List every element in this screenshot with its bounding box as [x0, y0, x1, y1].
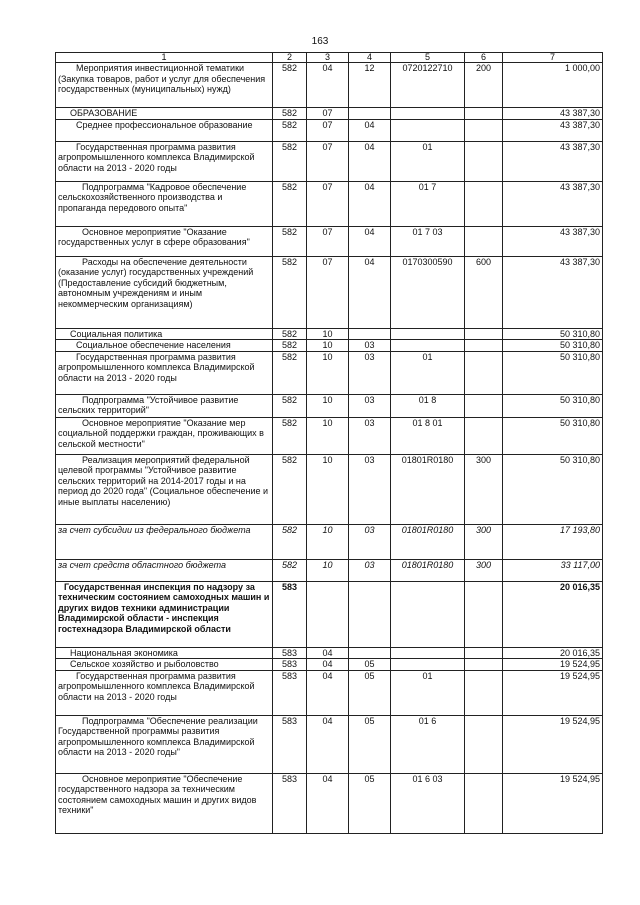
- expense-type-code: [465, 108, 503, 120]
- row-name: Социальная политика: [56, 328, 273, 340]
- row-name: Основное мероприятие "Оказание государственных услуг в сфере образования": [56, 226, 273, 256]
- section-code: 04: [307, 659, 349, 671]
- amount: 33 117,00: [503, 559, 603, 581]
- expense-type-code: 300: [465, 524, 503, 559]
- expense-type-code: [465, 647, 503, 659]
- ministry-code: 582: [273, 340, 307, 352]
- target-code: 01 7 03: [391, 226, 465, 256]
- target-code: [391, 581, 465, 647]
- expense-type-code: [465, 659, 503, 671]
- row-name: Подпрограмма "Устойчивое развитие сельских территорий": [56, 394, 273, 417]
- section-code: 07: [307, 226, 349, 256]
- row-name: Социальное обеспечение населения: [56, 340, 273, 352]
- amount: 43 387,30: [503, 119, 603, 141]
- ministry-code: 582: [273, 417, 307, 454]
- column-header: 6: [465, 53, 503, 63]
- subsection-code: [349, 647, 391, 659]
- row-name: Государственная инспекция по надзору за техническим состоянием самоходных машин и других видов техники администрации Владимирской области - инспекция гостехнадзора Владимирской области: [56, 581, 273, 647]
- row-name: Национальная экономика: [56, 647, 273, 659]
- subsection-code: [349, 108, 391, 120]
- row-name: ОБРАЗОВАНИЕ: [56, 108, 273, 120]
- subsection-code: 04: [349, 141, 391, 181]
- row-name: Государственная программа развития агропромышленного комплекса Владимирской области на 2013 - 2020 годы: [56, 141, 273, 181]
- amount: 43 387,30: [503, 181, 603, 226]
- expense-type-code: [465, 581, 503, 647]
- ministry-code: 582: [273, 108, 307, 120]
- row-name: за счет субсидии из федерального бюджета: [56, 524, 273, 559]
- expense-type-code: [465, 773, 503, 833]
- amount: 20 016,35: [503, 647, 603, 659]
- ministry-code: 583: [273, 647, 307, 659]
- ministry-code: 583: [273, 581, 307, 647]
- table-row: [56, 141, 603, 181]
- ministry-code: 582: [273, 454, 307, 524]
- expense-type-code: [465, 417, 503, 454]
- target-code: 01801R0180: [391, 454, 465, 524]
- amount: 50 310,80: [503, 340, 603, 352]
- amount: 43 387,30: [503, 108, 603, 120]
- section-code: 10: [307, 328, 349, 340]
- table-row: [56, 108, 603, 120]
- amount: 43 387,30: [503, 141, 603, 181]
- target-code: 01 6 03: [391, 773, 465, 833]
- target-code: 01: [391, 351, 465, 394]
- section-code: 04: [307, 773, 349, 833]
- target-code: 01: [391, 141, 465, 181]
- expense-type-code: [465, 141, 503, 181]
- row-name: Подпрограмма "Обеспечение реализации Государственной программы развития агропромышленного комплекса Владимирской области на 2013 - 2020 годы": [56, 715, 273, 773]
- table-row: [56, 119, 603, 141]
- target-code: [391, 659, 465, 671]
- target-code: 0170300590: [391, 256, 465, 328]
- section-code: 10: [307, 559, 349, 581]
- expense-type-code: [465, 181, 503, 226]
- section-code: 04: [307, 715, 349, 773]
- table-row: [56, 524, 603, 559]
- row-name: Основное мероприятие "Обеспечение государственного надзора за техническим состоянием самоходных машин и других видов техники": [56, 773, 273, 833]
- table-row: [56, 715, 603, 773]
- ministry-code: 582: [273, 394, 307, 417]
- expense-type-code: [465, 670, 503, 715]
- subsection-code: 03: [349, 454, 391, 524]
- amount: 50 310,80: [503, 394, 603, 417]
- amount: 50 310,80: [503, 351, 603, 394]
- ministry-code: 582: [273, 181, 307, 226]
- section-code: 10: [307, 351, 349, 394]
- table-row: [56, 417, 603, 454]
- section-code: 07: [307, 119, 349, 141]
- expense-type-code: [465, 226, 503, 256]
- table-row: [56, 773, 603, 833]
- amount: 17 193,80: [503, 524, 603, 559]
- section-code: 04: [307, 647, 349, 659]
- subsection-code: 04: [349, 226, 391, 256]
- subsection-code: 12: [349, 63, 391, 108]
- table-row: [56, 659, 603, 671]
- row-name: Государственная программа развития агропромышленного комплекса Владимирской области на 2013 - 2020 годы: [56, 351, 273, 394]
- section-code: 10: [307, 524, 349, 559]
- amount: 19 524,95: [503, 715, 603, 773]
- section-code: 10: [307, 417, 349, 454]
- ministry-code: 582: [273, 524, 307, 559]
- table-row: [56, 181, 603, 226]
- table-row: [56, 581, 603, 647]
- section-code: 10: [307, 454, 349, 524]
- amount: 20 016,35: [503, 581, 603, 647]
- column-header: 4: [349, 53, 391, 63]
- table-row: [56, 63, 603, 108]
- expense-type-code: 200: [465, 63, 503, 108]
- row-name: Мероприятия инвестиционной тематики (Закупка товаров, работ и услуг для обеспечения государственных (муниципальных) нужд): [56, 63, 273, 108]
- section-code: 10: [307, 394, 349, 417]
- target-code: [391, 119, 465, 141]
- table-row: [56, 328, 603, 340]
- target-code: 01 7: [391, 181, 465, 226]
- expense-type-code: [465, 340, 503, 352]
- subsection-code: 03: [349, 524, 391, 559]
- target-code: 01: [391, 670, 465, 715]
- expense-type-code: 600: [465, 256, 503, 328]
- amount: 19 524,95: [503, 773, 603, 833]
- section-code: 07: [307, 181, 349, 226]
- ministry-code: 582: [273, 256, 307, 328]
- subsection-code: 03: [349, 417, 391, 454]
- ministry-code: 583: [273, 670, 307, 715]
- target-code: [391, 108, 465, 120]
- table-row: [56, 559, 603, 581]
- amount: 1 000,00: [503, 63, 603, 108]
- section-code: 04: [307, 63, 349, 108]
- column-header: 3: [307, 53, 349, 63]
- table-row: [56, 670, 603, 715]
- row-name: Расходы на обеспечение деятельности (оказание услуг) государственных учреждений (Предоставление субсидий бюджетным, автономным учреждениям и иным некоммерческим организациям): [56, 256, 273, 328]
- subsection-code: 04: [349, 256, 391, 328]
- target-code: 01 8: [391, 394, 465, 417]
- target-code: [391, 647, 465, 659]
- amount: 19 524,95: [503, 670, 603, 715]
- amount: 43 387,30: [503, 256, 603, 328]
- subsection-code: 03: [349, 340, 391, 352]
- row-name: Государственная программа развития агропромышленного комплекса Владимирской области на 2013 - 2020 годы: [56, 670, 273, 715]
- table-row: [56, 340, 603, 352]
- ministry-code: 582: [273, 119, 307, 141]
- expense-type-code: [465, 119, 503, 141]
- target-code: 0720122710: [391, 63, 465, 108]
- row-name: Реализация мероприятий федеральной целевой программы "Устойчивое развитие сельских территорий на 2014-2017 годы и на период до 2020 года" (Социальное обеспечение и иные выплаты населению): [56, 454, 273, 524]
- table-row: [56, 351, 603, 394]
- section-code: 07: [307, 256, 349, 328]
- page-number: 163: [311, 36, 329, 47]
- subsection-code: 04: [349, 119, 391, 141]
- ministry-code: 582: [273, 328, 307, 340]
- table-row: [56, 647, 603, 659]
- amount: 50 310,80: [503, 454, 603, 524]
- target-code: 01801R0180: [391, 559, 465, 581]
- subsection-code: 04: [349, 181, 391, 226]
- expense-type-code: 300: [465, 454, 503, 524]
- subsection-code: [349, 328, 391, 340]
- target-code: 01 6: [391, 715, 465, 773]
- section-code: 07: [307, 108, 349, 120]
- column-header: 5: [391, 53, 465, 63]
- amount: 43 387,30: [503, 226, 603, 256]
- column-header: 7: [503, 53, 603, 63]
- ministry-code: 582: [273, 559, 307, 581]
- row-name: Сельское хозяйство и рыболовство: [56, 659, 273, 671]
- row-name: Основное мероприятие "Оказание мер социальной поддержки граждан, проживающих в сельской местности": [56, 417, 273, 454]
- subsection-code: 05: [349, 715, 391, 773]
- section-code: 07: [307, 141, 349, 181]
- row-name: Подпрограмма "Кадровое обеспечение сельскохозяйственного производства и пропаганда передового опыта": [56, 181, 273, 226]
- target-code: [391, 340, 465, 352]
- section-code: 04: [307, 670, 349, 715]
- table-row: [56, 256, 603, 328]
- expense-type-code: 300: [465, 559, 503, 581]
- ministry-code: 582: [273, 141, 307, 181]
- target-code: 01 8 01: [391, 417, 465, 454]
- subsection-code: 05: [349, 659, 391, 671]
- section-code: 10: [307, 340, 349, 352]
- subsection-code: 03: [349, 394, 391, 417]
- section-code: [307, 581, 349, 647]
- ministry-code: 583: [273, 715, 307, 773]
- row-name: Среднее профессиональное образование: [56, 119, 273, 141]
- expense-type-code: [465, 351, 503, 394]
- table-row: [56, 394, 603, 417]
- expense-type-code: [465, 715, 503, 773]
- ministry-code: 582: [273, 63, 307, 108]
- column-header: 2: [273, 53, 307, 63]
- column-header: 1: [56, 53, 273, 63]
- amount: 50 310,80: [503, 328, 603, 340]
- table-row: [56, 454, 603, 524]
- subsection-code: 03: [349, 351, 391, 394]
- ministry-code: 582: [273, 226, 307, 256]
- expense-type-code: [465, 394, 503, 417]
- amount: 50 310,80: [503, 417, 603, 454]
- expense-type-code: [465, 328, 503, 340]
- ministry-code: 583: [273, 773, 307, 833]
- table-row: [56, 226, 603, 256]
- ministry-code: 582: [273, 351, 307, 394]
- subsection-code: [349, 581, 391, 647]
- ministry-code: 583: [273, 659, 307, 671]
- subsection-code: 05: [349, 670, 391, 715]
- budget-table: [55, 52, 603, 834]
- target-code: [391, 328, 465, 340]
- target-code: 01801R0180: [391, 524, 465, 559]
- subsection-code: 05: [349, 773, 391, 833]
- row-name: за счет средств областного бюджета: [56, 559, 273, 581]
- table-header-row: [56, 53, 603, 63]
- amount: 19 524,95: [503, 659, 603, 671]
- subsection-code: 03: [349, 559, 391, 581]
